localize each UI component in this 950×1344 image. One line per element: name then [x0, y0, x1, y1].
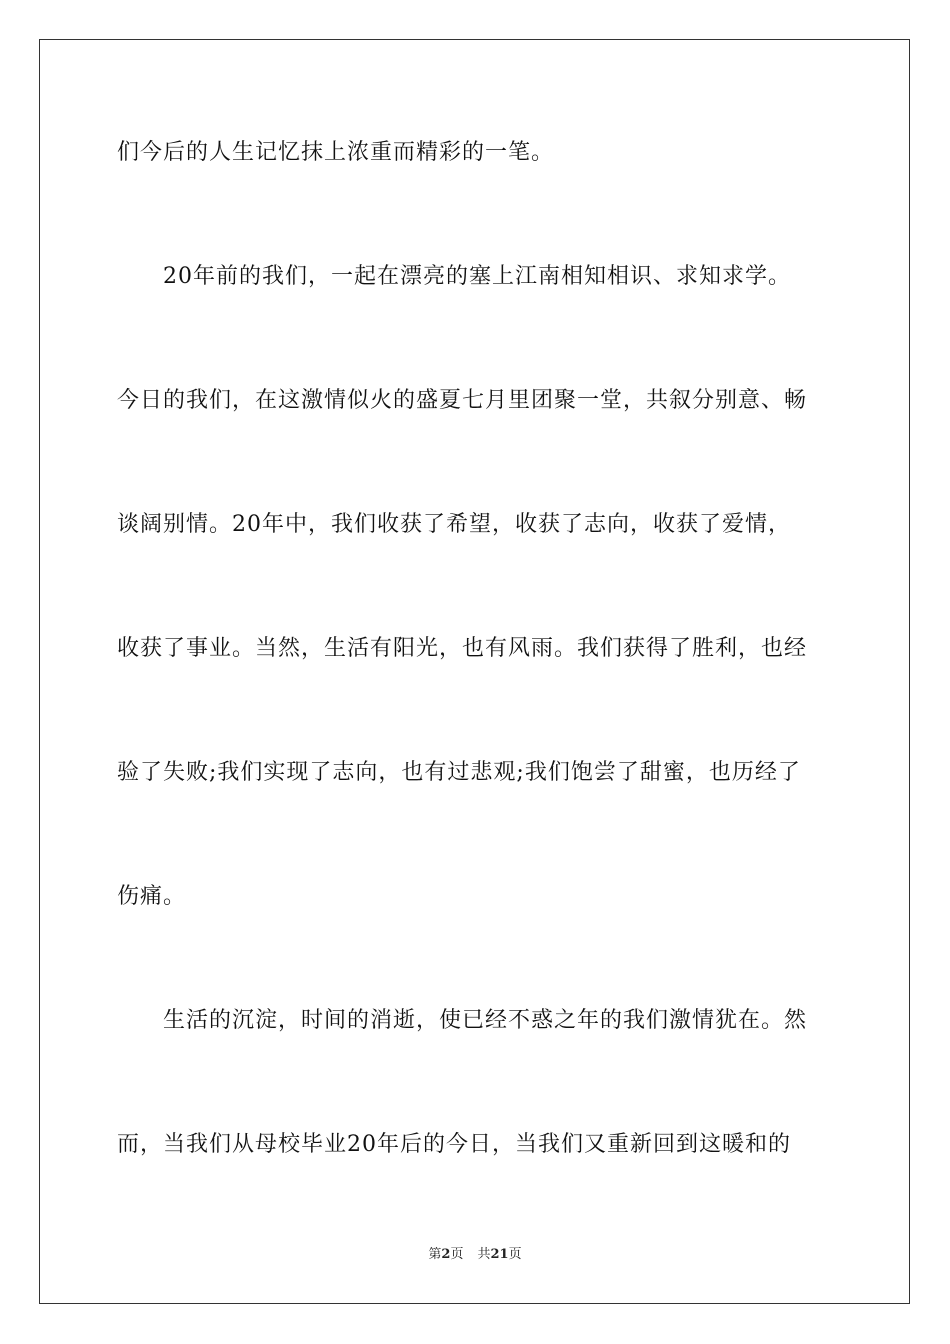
total-suffix: 页: [508, 1247, 522, 1262]
text-line-8: 生活的沉淀，时间的消逝，使已经不惑之年的我们激情犹在。然: [117, 1008, 808, 1033]
total-pages: 21: [490, 1247, 509, 1262]
page-number: 2: [441, 1247, 451, 1262]
text-line-1: 们今后的人生记忆抹上浓重而精彩的一笔。: [117, 140, 555, 165]
text-line-4: 谈阔别情。20年中，我们收获了希望，收获了志向，收获了爱情，: [117, 512, 791, 537]
text-line-6: 验了失败;我们实现了志向，也有过悲观;我们饱尝了甜蜜，也历经了: [117, 760, 801, 785]
text-line-2: 20年前的我们，一起在漂亮的塞上江南相知相识、求知求学。: [117, 264, 791, 289]
page-prefix: 第: [428, 1247, 442, 1262]
text-line-3: 今日的我们，在这激情似火的盛夏七月里团聚一堂，共叙分别意、畅: [117, 388, 808, 413]
page-suffix: 页: [450, 1247, 464, 1262]
text-line-5: 收获了事业。当然，生活有阳光，也有风雨。我们获得了胜利，也经: [117, 636, 808, 661]
text-line-7: 伤痛。: [117, 884, 187, 909]
page-frame: [39, 39, 910, 1304]
page-footer: [0, 1246, 950, 1264]
text-line-9: 而，当我们从母校毕业20年后的今日，当我们又重新回到这暖和的: [117, 1132, 791, 1157]
total-prefix: 共: [477, 1247, 491, 1262]
